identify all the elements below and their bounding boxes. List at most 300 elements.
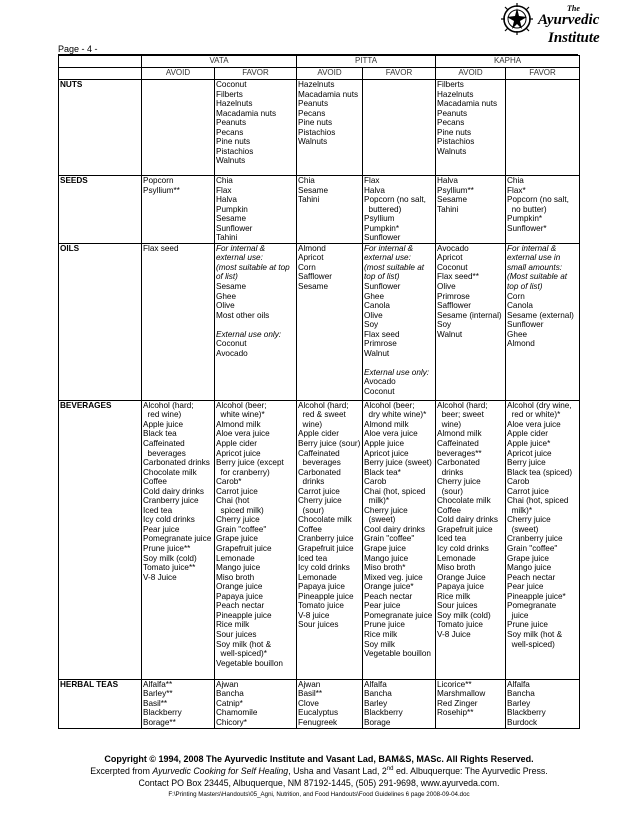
food-item: Alcohol (hard; (437, 400, 488, 410)
food-item: Clove (298, 698, 319, 708)
food-item: Carbonated drinks (143, 458, 210, 468)
table-row (59, 679, 580, 728)
category-label: BEVERAGES (59, 400, 142, 679)
cell-kapha-avoid (436, 80, 506, 176)
food-item: Prune juice (364, 620, 405, 630)
food-item: Apricot (437, 253, 463, 263)
food-item: Popcorn (no salt, (507, 195, 569, 205)
food-item: Coconut (437, 262, 468, 272)
food-item: For internal & (507, 243, 557, 253)
food-item: Chai (hot, spiced (364, 486, 426, 496)
food-item: dry white wine)* (364, 410, 427, 420)
food-item: Apricot juice (507, 448, 552, 458)
food-item: Coconut (216, 80, 247, 89)
food-item: Coconut (216, 339, 247, 349)
food-guidelines-table (58, 55, 580, 729)
dosha-header-vata: VATA (142, 56, 297, 68)
food-item: Safflower (437, 301, 471, 311)
food-item: Popcorn (no salt, (364, 195, 426, 205)
food-item: Ghee (507, 329, 528, 339)
subheader-pitta-avoid: AVOID (297, 68, 363, 80)
cell-kapha-favor (506, 679, 580, 728)
food-item: external use: (364, 253, 411, 263)
food-item: Borage (364, 718, 391, 728)
dosha-header-kapha: KAPHA (436, 56, 580, 68)
food-item: Alcohol (beer; (216, 400, 267, 410)
food-item: Aloe vera juice (364, 429, 418, 439)
cell-pitta-favor (363, 679, 436, 728)
food-item: Chia (216, 176, 233, 185)
food-item: Sesame (437, 195, 468, 205)
cell-pitta-avoid (297, 243, 363, 400)
cell-kapha-favor (506, 400, 580, 679)
food-item: Soy milk (cold) (143, 553, 197, 563)
food-item: Sunflower (507, 320, 544, 330)
food-item: Pumpkin* (364, 223, 400, 233)
food-item: Carrot juice (507, 486, 549, 496)
food-item: (Most suitable at (507, 272, 568, 282)
food-item: Safflower (298, 272, 332, 282)
food-item: Tahini (216, 233, 238, 243)
food-item: Iced tea (437, 534, 467, 544)
food-item: Soy milk (hot & (507, 629, 563, 639)
food-item: beverages (298, 458, 341, 468)
food-item: Walnuts (298, 137, 328, 147)
food-item: Lemonade (298, 572, 337, 582)
food-item: Rice milk (216, 620, 250, 630)
food-item: Pecans (298, 108, 326, 118)
food-item: (most suitable at top (216, 262, 290, 272)
food-item: Cold dairy drinks (437, 515, 498, 525)
food-item: Basil** (143, 698, 168, 708)
food-item: wine) (298, 419, 323, 429)
food-item: Cranberry juice (507, 534, 563, 544)
food-item: Barley (364, 698, 388, 708)
cell-pitta-favor (363, 243, 436, 400)
food-item: Most other oils (216, 310, 270, 320)
food-item: Sesame (external) (507, 310, 574, 320)
food-item: Sour juices (437, 601, 478, 611)
cell-vata-favor (215, 679, 297, 728)
food-item: red & sweet (298, 410, 346, 420)
food-item: Chicory* (216, 718, 247, 728)
food-item: Caffeinated (143, 439, 185, 449)
food-item: Walnut (364, 348, 390, 358)
table-row (59, 176, 580, 244)
food-item: Primrose (364, 339, 397, 349)
food-item: Avocado (437, 243, 469, 253)
logo-the: The (567, 4, 580, 13)
food-item: Lemonade (216, 553, 255, 563)
food-item: Pecans (216, 127, 244, 137)
cell-vata-favor (215, 243, 297, 400)
food-item: Grain "coffee" (216, 524, 267, 534)
food-item: Pear juice (143, 524, 180, 534)
food-item: Fenugreek (298, 718, 338, 728)
food-item: Carob (507, 477, 530, 487)
dosha-header-pitta: PITTA (297, 56, 436, 68)
food-item: Alcohol (hard; (298, 400, 349, 410)
food-item: Icy cold drinks (437, 544, 489, 554)
food-item: Flax (216, 185, 232, 195)
food-item: Aloe vera juice (507, 419, 561, 429)
food-item: Hazelnuts (298, 80, 335, 89)
cell-pitta-favor (363, 400, 436, 679)
food-item: Apple cider (298, 429, 339, 439)
food-item: Tahini (298, 195, 320, 205)
food-item: Sesame (216, 214, 247, 224)
food-item: Coconut (364, 387, 395, 397)
food-item: Papaya juice (216, 591, 263, 601)
food-item: Almond milk (216, 419, 261, 429)
table-row (59, 243, 580, 400)
food-item: Lemonade (437, 553, 476, 563)
food-item: Miso broth (216, 572, 255, 582)
food-item: Black tea* (364, 467, 401, 477)
food-item: for cranberry) (216, 467, 270, 477)
food-item: Blackberry (507, 708, 546, 718)
cell-vata-avoid (142, 176, 215, 244)
food-item: Blackberry (143, 708, 182, 718)
food-item: top of list) (507, 282, 543, 292)
food-item: Orange juice (216, 582, 263, 592)
food-item: Almond milk (364, 419, 409, 429)
food-item: Grape juice (216, 534, 258, 544)
book-title: Ayurvedic Cooking for Self Healing (152, 766, 289, 776)
food-item: (sweet) (364, 515, 396, 525)
category-label: HERBAL TEAS (59, 679, 142, 728)
food-item: Carrot juice (298, 486, 340, 496)
food-item: Grapefruit juice (216, 544, 272, 554)
food-item: Berry juice (sweet) (364, 458, 432, 468)
food-item: Soy (364, 320, 379, 330)
food-item: Pomegranate juice (143, 534, 212, 544)
food-item: Grain "coffee" (364, 534, 415, 544)
food-item: Ghee (364, 291, 385, 301)
food-item: Cherry juice (507, 515, 551, 525)
food-item: Iced tea (298, 553, 328, 563)
food-item: beverages (143, 448, 186, 458)
food-item: External use only: (216, 329, 282, 339)
cell-vata-favor (215, 80, 297, 176)
food-item: (sour) (298, 505, 324, 515)
food-item: Coffee (437, 505, 461, 515)
cell-pitta-favor (363, 80, 436, 176)
food-item: red or white)* (507, 410, 561, 420)
food-item: Rice milk (437, 591, 471, 601)
food-item: Sesame (internal) (437, 310, 502, 320)
food-item: Apricot juice (364, 448, 409, 458)
food-item: Cool dairy drinks (364, 524, 425, 534)
food-item: Bancha (507, 689, 535, 699)
excerpt-line (0, 766, 638, 776)
food-item: Iced tea (143, 505, 173, 515)
food-item: Avocado (364, 377, 396, 387)
food-item: Apple cider (507, 429, 548, 439)
food-item: Chocolate milk (437, 496, 491, 506)
food-item: Mango juice (507, 563, 552, 573)
cell-pitta-avoid (297, 176, 363, 244)
food-item: (sweet) (507, 524, 539, 534)
food-item: milk)* (364, 496, 390, 506)
food-item: Ghee (216, 291, 237, 301)
food-item: Cherry juice (216, 515, 260, 525)
food-item: Burdock (507, 718, 538, 728)
food-item: Orange juice* (364, 582, 414, 592)
food-item: small amounts: (507, 262, 563, 272)
food-item: Basil** (298, 689, 323, 699)
food-item: no butter) (507, 204, 547, 214)
food-item: Berry juice (sour) (298, 439, 361, 449)
cell-vata-avoid (142, 80, 215, 176)
food-item: Filberts (437, 80, 464, 89)
food-item: Cranberry juice (143, 496, 199, 506)
food-item: Sour juices (298, 620, 339, 630)
food-item: Psyllium** (437, 185, 474, 195)
food-item: Apple cider (216, 439, 257, 449)
food-item: Soy milk (364, 639, 395, 649)
corner-cell (59, 68, 142, 80)
food-item: Walnuts (216, 156, 246, 166)
food-item: Coffee (143, 477, 167, 487)
food-item: Macadamia nuts (437, 99, 498, 109)
food-item: Carbonated (298, 467, 341, 477)
food-item: Apple juice* (507, 439, 551, 449)
food-item: Alfalfa (507, 679, 530, 689)
subheader-kapha-avoid: AVOID (436, 68, 506, 80)
food-item: Halva (364, 185, 385, 195)
food-item: Berry juice (507, 458, 546, 468)
food-item: Borage** (143, 718, 176, 728)
food-item: Vegetable bouillon (216, 658, 283, 668)
cell-kapha-avoid (436, 243, 506, 400)
food-item: Sunflower (364, 282, 401, 292)
food-item: V-8 Juice (437, 629, 471, 639)
food-item: Icy cold drinks (298, 563, 350, 573)
food-item: (sour) (437, 486, 463, 496)
food-item: well-spiced)* (216, 649, 267, 659)
corner-cell (59, 56, 142, 68)
food-item: Peach nectar (216, 601, 265, 611)
cell-pitta-avoid (297, 400, 363, 679)
food-item: Filberts (216, 89, 243, 99)
food-item: red wine) (143, 410, 182, 420)
food-item: Pecans (437, 118, 465, 128)
food-item: Pumpkin* (507, 214, 543, 224)
food-item: Walnut (437, 329, 463, 339)
food-item: Sesame (298, 282, 329, 292)
food-item: Aloe vera juice (216, 429, 270, 439)
food-item: V-8 Juice (143, 572, 177, 582)
food-item: Peach nectar (507, 572, 556, 582)
food-item: Cherry juice (437, 477, 481, 487)
edition-sup: nd (386, 766, 394, 773)
food-item: Primrose (437, 291, 470, 301)
food-item: buttered) (364, 204, 402, 214)
food-item: Carrot juice (216, 486, 258, 496)
food-item: Apple juice (143, 419, 184, 429)
food-item: Caffeinated (298, 448, 340, 458)
food-item: Miso broth (437, 563, 476, 573)
category-label: SEEDS (59, 176, 142, 244)
file-path: F:\Printing Masters\Handouts\05_Agni, Nutrition, and Food Handouts\Food Guidelines 6 page 2008-09-04.doc (168, 791, 470, 798)
food-item: Barley** (143, 689, 173, 699)
food-item: drinks (437, 467, 464, 477)
food-item: beer; sweet (437, 410, 484, 420)
food-item: Bancha (216, 689, 244, 699)
cell-pitta-favor (363, 176, 436, 244)
excerpt-prefix: Excerpted from (90, 766, 153, 776)
food-item: Olive (216, 301, 235, 311)
food-item: Chai (hot (216, 496, 250, 506)
cell-vata-favor (215, 176, 297, 244)
food-item: Apricot (298, 253, 324, 263)
food-item: Eucalyptus (298, 708, 339, 718)
food-item: Almond (507, 339, 535, 349)
food-item: Mango juice (364, 553, 409, 563)
food-item: Rosehip** (437, 708, 474, 718)
food-item (364, 358, 434, 368)
food-item: Sunflower* (507, 223, 547, 233)
food-item: Soy (437, 320, 452, 330)
food-item: Black tea (spiced) (507, 467, 573, 477)
food-item: Sour juices (216, 629, 257, 639)
food-item: Carob (364, 477, 387, 487)
food-item: (most suitable at (364, 262, 425, 272)
food-item: Flax seed (364, 329, 400, 339)
food-item: Peach nectar (364, 591, 413, 601)
food-item: Psyllium** (143, 185, 180, 195)
food-item: Flax seed** (437, 272, 479, 282)
food-item: Pistachios (437, 137, 475, 147)
food-item: Olive (364, 310, 383, 320)
food-item: Macadamia nuts (298, 89, 359, 99)
food-item: wine) (437, 419, 462, 429)
food-item: For internal & (364, 243, 414, 253)
food-item: Apricot juice (216, 448, 261, 458)
food-item: drinks (298, 477, 325, 487)
food-item: Grapefruit juice (437, 524, 493, 534)
food-item: Marshmallow (437, 689, 486, 699)
cell-vata-avoid (142, 243, 215, 400)
food-item: Popcorn (143, 176, 174, 185)
food-item: Peanuts (298, 99, 329, 109)
food-item: Sunflower (216, 223, 253, 233)
food-item: of list) (216, 272, 238, 282)
food-item: Catnip* (216, 698, 243, 708)
logo-line1: Ayurvedic (538, 12, 600, 28)
food-item: Pineapple juice* (507, 591, 566, 601)
food-item: Carbonated (437, 458, 480, 468)
food-item: top of list) (364, 272, 400, 282)
cell-kapha-avoid (436, 176, 506, 244)
cell-vata-avoid (142, 400, 215, 679)
food-item: Pine nuts (437, 127, 472, 137)
food-item: Red Zinger (437, 698, 478, 708)
food-item: Almond (298, 243, 326, 253)
food-item: Pistachios (298, 127, 336, 137)
food-item: Pine nuts (298, 118, 333, 128)
food-item: Pumpkin (216, 204, 248, 214)
food-item: Chocolate milk (143, 467, 197, 477)
cell-kapha-favor (506, 176, 580, 244)
food-item: Corn (298, 262, 316, 272)
food-item: external use: (216, 253, 263, 263)
food-item: Cherry juice (364, 505, 408, 515)
food-item: Pear juice (364, 601, 401, 611)
food-item: beverages** (437, 448, 482, 458)
page-number: Page - 4 - (58, 44, 98, 54)
food-item: Prune juice** (143, 544, 191, 554)
food-item: Chai (hot, spiced (507, 496, 569, 506)
food-item: Sunflower (364, 233, 401, 243)
food-item: Cold dairy drinks (143, 486, 204, 496)
food-item: Miso broth* (364, 563, 406, 573)
food-item: Alcohol (hard; (143, 400, 194, 410)
food-item: Bancha (364, 689, 392, 699)
food-item: Papaya juice (298, 582, 345, 592)
food-item: Pineapple juice (216, 610, 272, 620)
food-item: Pineapple juice (298, 591, 354, 601)
food-item: external use in (507, 253, 561, 263)
food-item: well-spiced) (507, 639, 555, 649)
food-item: Alcohol (dry wine, (507, 400, 572, 410)
food-item: white wine)* (216, 410, 265, 420)
food-item: Sesame (298, 185, 329, 195)
food-item: Mixed veg. juice (364, 572, 423, 582)
subheader-vata-favor: FAVOR (215, 68, 297, 80)
food-item: Pine nuts (216, 137, 251, 147)
food-item: Chia (298, 176, 315, 185)
food-item: Corn (507, 291, 525, 301)
food-item: Alfalfa (364, 679, 387, 689)
table-row (59, 400, 580, 679)
contact-line: Contact PO Box 23445, Albuquerque, NM 87192-1445, (505) 291-9698, www.ayurveda.com. (138, 778, 500, 788)
food-item: Chocolate milk (298, 515, 352, 525)
food-item (216, 320, 295, 330)
cell-vata-favor (215, 400, 297, 679)
food-item: Icy cold drinks (143, 515, 195, 525)
food-item: Avocado (216, 348, 248, 358)
table-row (59, 80, 580, 176)
cell-kapha-avoid (436, 400, 506, 679)
cell-vata-avoid (142, 679, 215, 728)
food-item: Pistachios (216, 146, 254, 156)
food-item: Blackberry (364, 708, 403, 718)
category-label: NUTS (59, 80, 142, 176)
food-item: Soy milk (cold) (437, 610, 491, 620)
food-item: Peanuts (216, 118, 247, 128)
food-item: Halva (216, 195, 237, 205)
cell-kapha-avoid (436, 679, 506, 728)
cell-kapha-favor (506, 243, 580, 400)
food-item: Rice milk (364, 629, 398, 639)
cell-pitta-avoid (297, 679, 363, 728)
excerpt-mid: , Usha and Vasant Lad, 2 (288, 766, 387, 776)
food-item: Carob* (216, 477, 242, 487)
food-item: Alfalfa** (143, 679, 173, 689)
food-item: Soy milk (hot & (216, 639, 272, 649)
subheader-pitta-favor: FAVOR (363, 68, 436, 80)
food-item: Ajwan (216, 679, 239, 689)
food-item: Mango juice (216, 563, 261, 573)
food-item: Grape juice (507, 553, 549, 563)
food-item: Chia (507, 176, 524, 185)
food-item: Macadamia nuts (216, 108, 277, 118)
copyright-line: Copyright © 1994, 2008 The Ayurvedic Institute and Vasant Lad, BAM&S, MASc. All Rights Reserved. (104, 754, 534, 764)
food-item: Olive (437, 282, 456, 292)
category-label: OILS (59, 243, 142, 400)
